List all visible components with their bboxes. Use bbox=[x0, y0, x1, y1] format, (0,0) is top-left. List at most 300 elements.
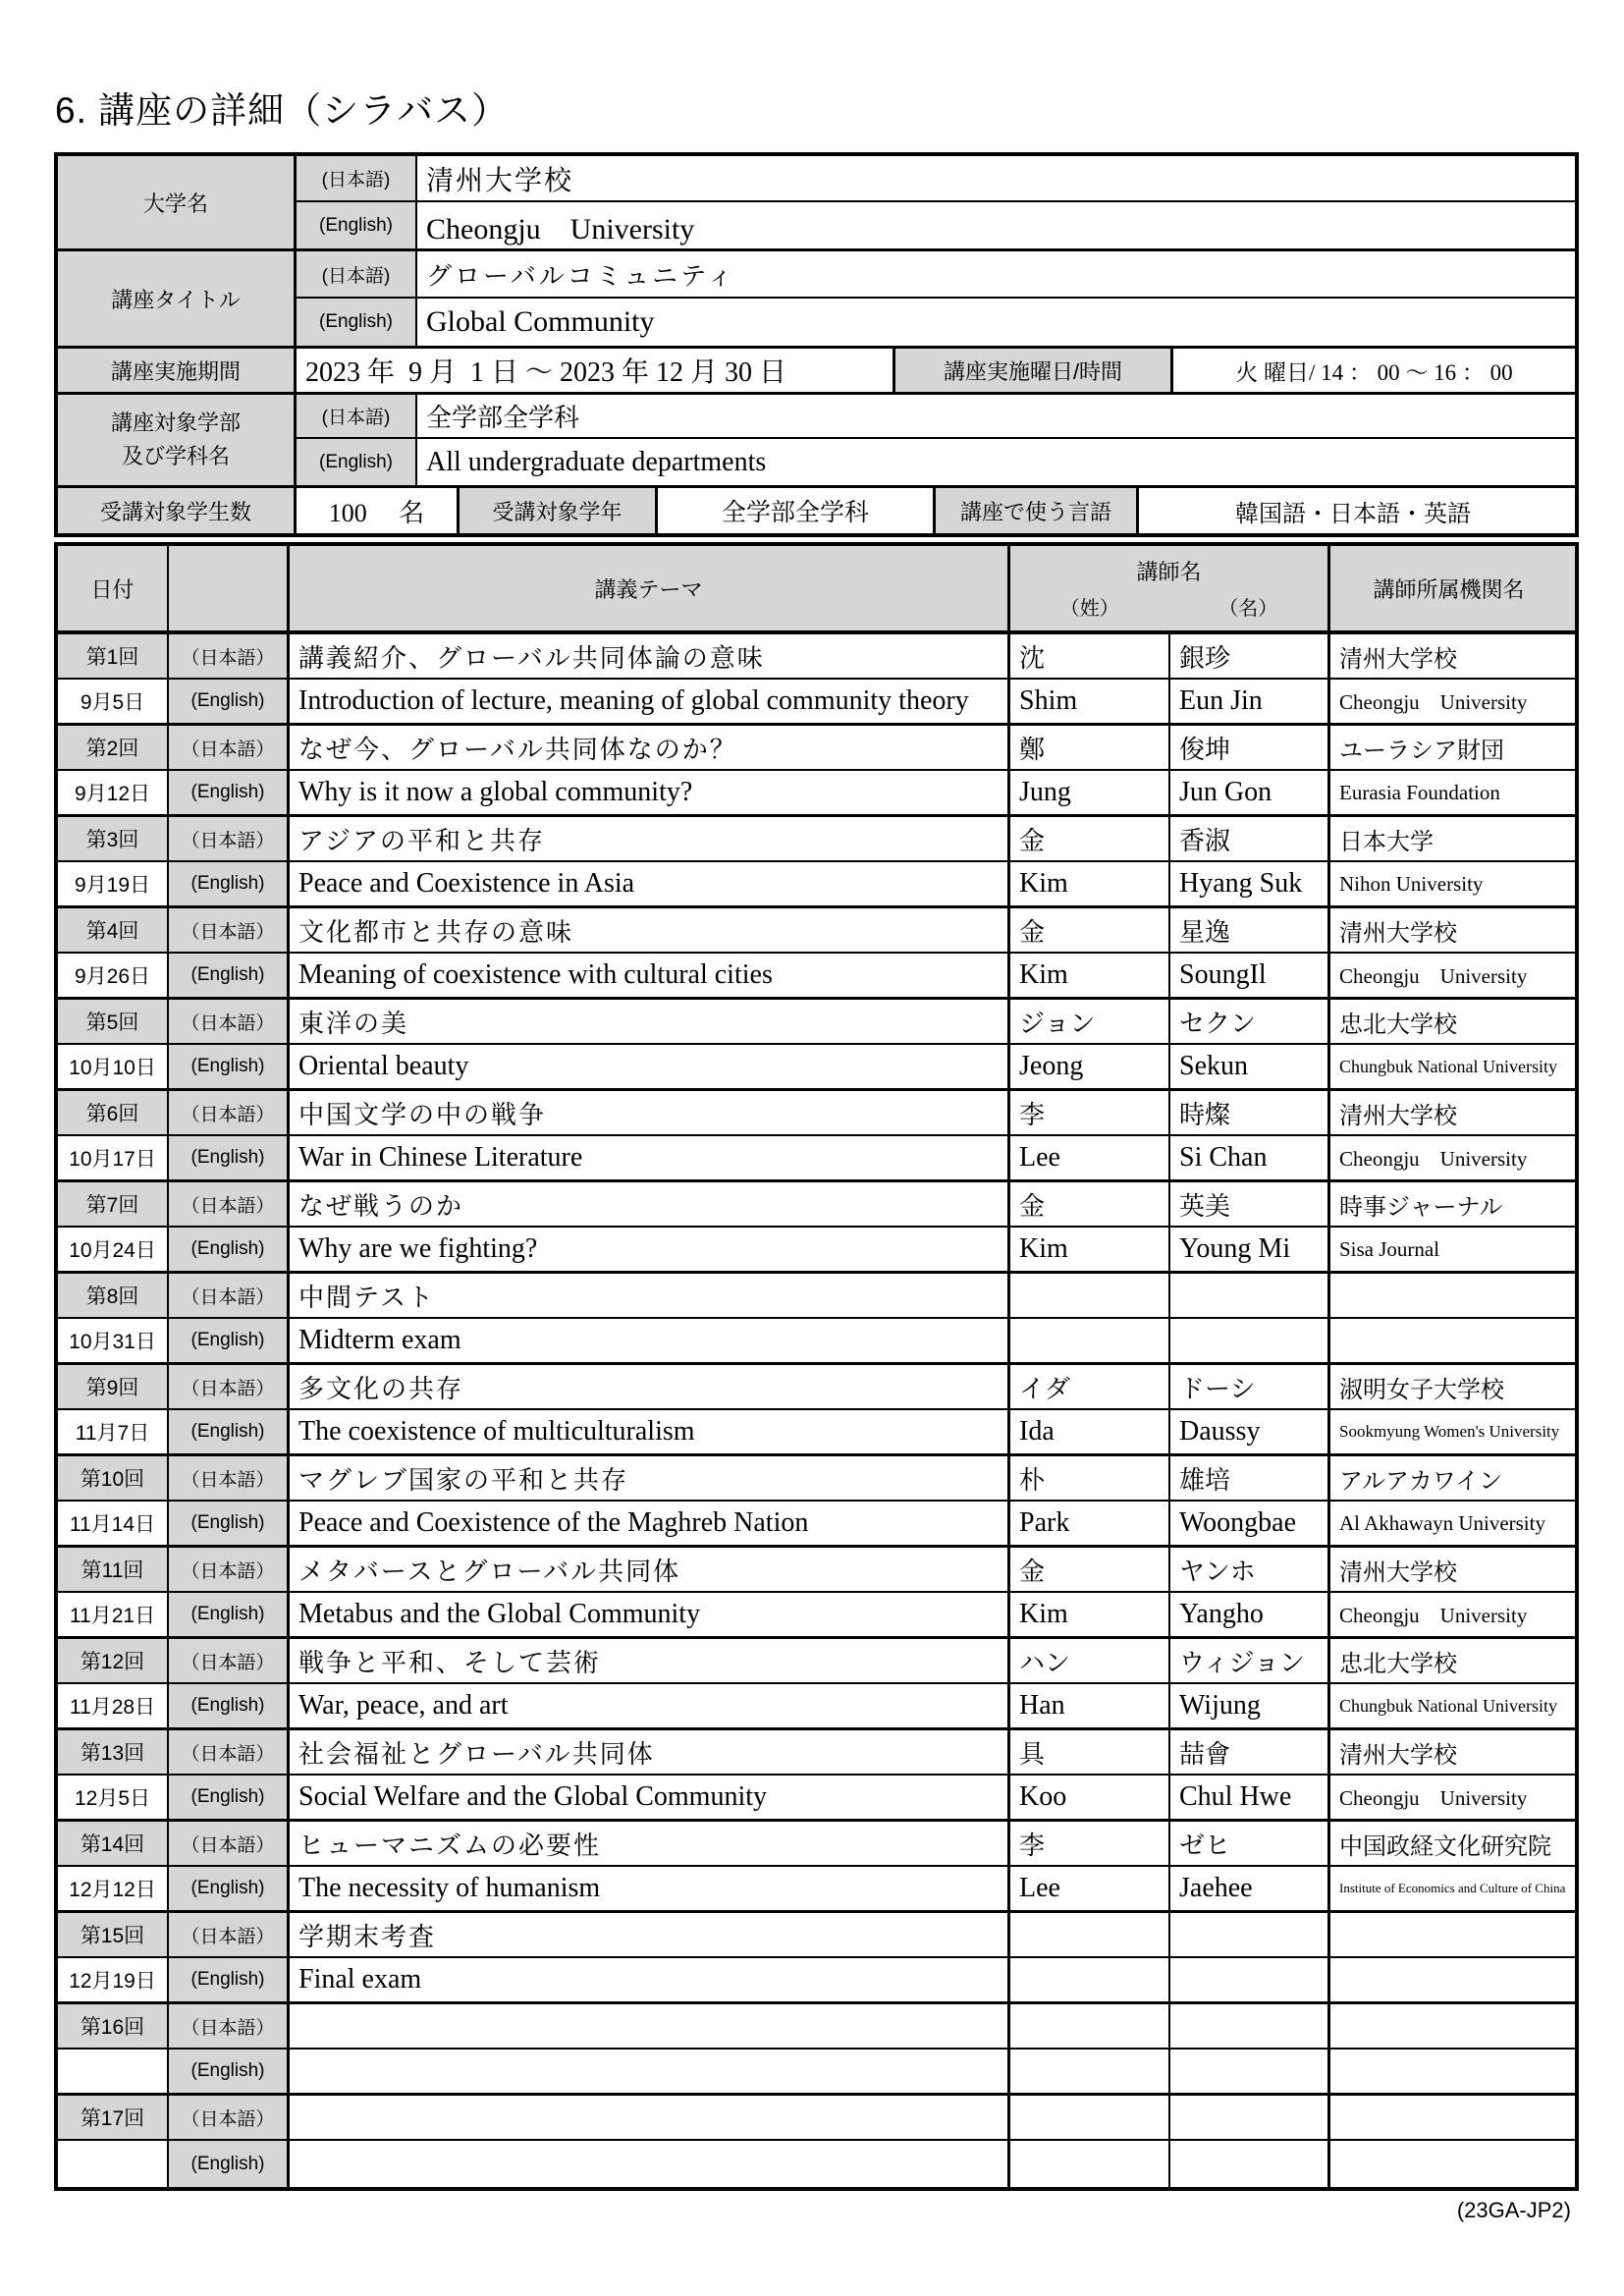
schedule-subrow-en bbox=[58, 1319, 1575, 1365]
theme-ja-cell: 講義紹介、グローバル共同体論の意味 bbox=[290, 634, 1010, 678]
givenname-en-cell: Sekun bbox=[1170, 1045, 1330, 1088]
lang-ja-cell: （日本語） bbox=[169, 1913, 290, 1956]
theme-ja-cell: 学期末考査 bbox=[290, 1913, 1010, 1956]
schedule-row-group bbox=[58, 726, 1575, 817]
lang-en-cell: (English) bbox=[169, 1410, 290, 1453]
document-code: (23GA-JP2) bbox=[1456, 2198, 1571, 2222]
lang-ja-cell: （日本語） bbox=[169, 908, 290, 952]
date-cell: 10月31日 bbox=[58, 1319, 169, 1362]
schedule-row-group bbox=[58, 2096, 1575, 2187]
schedule-subrow-ja bbox=[58, 726, 1575, 771]
date-cell bbox=[58, 2141, 169, 2187]
schedule-subrow-ja bbox=[58, 1639, 1575, 1684]
schedule-subrow-en bbox=[58, 1776, 1575, 1822]
session-cell: 第4回 bbox=[58, 908, 169, 952]
theme-en-cell: Final exam bbox=[290, 1958, 1010, 2001]
givenname-en-cell: Wijung bbox=[1170, 1684, 1330, 1727]
date-cell: 10月24日 bbox=[58, 1228, 169, 1271]
organization-ja-cell: 清州大学校 bbox=[1339, 1103, 1457, 1129]
surname-en-cell: Jeong bbox=[1010, 1045, 1170, 1088]
surname-en-cell bbox=[1010, 1958, 1170, 2001]
faculty-label-cell bbox=[58, 395, 297, 485]
lang-en-cell: (English) bbox=[169, 862, 290, 905]
surname-ja-cell: 具 bbox=[1010, 1730, 1170, 1774]
theme-en-cell: Meaning of coexistence with cultural cities bbox=[290, 954, 1010, 997]
lang-en-label-cell: (English) bbox=[297, 439, 417, 485]
theme-ja-cell: 中間テスト bbox=[290, 1274, 1010, 1317]
schedule-row-group bbox=[58, 1000, 1575, 1091]
organization-ja-cell: 中国政経文化研究院 bbox=[1339, 1833, 1551, 1860]
session-cell: 第3回 bbox=[58, 817, 169, 860]
university-name-ja: 清州大学校 bbox=[426, 165, 574, 196]
lang-ja-label-cell: (日本語) bbox=[297, 395, 417, 437]
schedule-table bbox=[54, 542, 1579, 2191]
theme-en-cell: Social Welfare and the Global Community bbox=[290, 1776, 1010, 1819]
givenname-en-cell: Woongbae bbox=[1170, 1502, 1330, 1545]
date-cell: 12月5日 bbox=[58, 1776, 169, 1819]
students-label-cell: 受講対象学生数 bbox=[58, 488, 297, 533]
surname-en-cell: Kim bbox=[1010, 862, 1170, 905]
organization-en-cell: Sookmyung Women's University bbox=[1339, 1422, 1560, 1441]
theme-ja-cell: なぜ戦うのか bbox=[290, 1182, 1010, 1226]
organization-en-cell bbox=[1330, 2050, 1567, 2093]
theme-ja-cell: 戦争と平和、そして芸術 bbox=[290, 1639, 1010, 1682]
organization-en-cell: Chungbuk National University bbox=[1339, 1695, 1557, 1716]
theme-ja-cell bbox=[290, 2004, 1010, 2048]
lang-en-cell: (English) bbox=[169, 2050, 290, 2093]
lang-en-cell: (English) bbox=[169, 954, 290, 997]
givenname-ja-cell: 星逸 bbox=[1170, 908, 1330, 952]
organization-en-cell: Cheongju University bbox=[1339, 690, 1528, 714]
givenname-en-cell bbox=[1170, 1319, 1330, 1362]
date-header-cell: 日付 bbox=[58, 546, 169, 630]
session-cell: 第5回 bbox=[58, 1000, 169, 1043]
givenname-ja-cell: ウィジョン bbox=[1170, 1639, 1330, 1682]
givenname-ja-cell: 時燦 bbox=[1170, 1091, 1330, 1134]
lang-en-cell: (English) bbox=[169, 1958, 290, 2001]
schedule-row-group bbox=[58, 634, 1575, 726]
schedule-row-group bbox=[58, 1548, 1575, 1639]
schedule-subrow-en bbox=[58, 1045, 1575, 1091]
schedule-subrow-en bbox=[58, 1502, 1575, 1548]
givenname-en-cell: Daussy bbox=[1170, 1410, 1330, 1453]
schedule-row-group bbox=[58, 2004, 1575, 2096]
organization-en-cell: Eurasia Foundation bbox=[1339, 780, 1500, 804]
schedule-subrow-en bbox=[58, 2050, 1575, 2096]
organization-en-cell: Al Akhawayn University bbox=[1339, 1510, 1545, 1535]
instructor-header-title: 講師名 bbox=[1136, 560, 1202, 584]
lang-en-cell: (English) bbox=[169, 680, 290, 723]
theme-en-cell: War, peace, and art bbox=[290, 1684, 1010, 1727]
schedule-subrow-ja bbox=[58, 1274, 1575, 1319]
schedule-subrow-en bbox=[58, 954, 1575, 1000]
lang-ja-cell: （日本語） bbox=[169, 1548, 290, 1591]
lang-en-cell: (English) bbox=[169, 1593, 290, 1636]
theme-ja-cell: 中国文学の中の戦争 bbox=[290, 1091, 1010, 1134]
givenname-header: （名） bbox=[1218, 598, 1278, 620]
lang-en-label-cell: (English) bbox=[297, 299, 417, 346]
session-cell: 第1回 bbox=[58, 634, 169, 678]
schedule-body bbox=[58, 634, 1575, 2187]
theme-en-cell: Introduction of lecture, meaning of global community theory bbox=[290, 680, 1010, 723]
lang-ja-label-cell: (日本語) bbox=[297, 251, 417, 297]
givenname-en-cell: Eun Jin bbox=[1170, 680, 1330, 723]
lang-ja-label-cell: (日本語) bbox=[297, 156, 417, 200]
organization-ja-cell bbox=[1330, 2004, 1567, 2048]
theme-ja-cell: 東洋の美 bbox=[290, 1000, 1010, 1043]
organization-en-cell bbox=[1330, 2141, 1567, 2187]
givenname-en-cell: Hyang Suk bbox=[1170, 862, 1330, 905]
organization-en-cell: Cheongju University bbox=[1339, 1604, 1528, 1627]
surname-ja-cell bbox=[1010, 1913, 1170, 1956]
surname-ja-cell: 金 bbox=[1010, 1548, 1170, 1591]
schedule-header bbox=[58, 546, 1575, 634]
surname-en-cell: Koo bbox=[1010, 1776, 1170, 1819]
theme-en-cell: Oriental beauty bbox=[290, 1045, 1010, 1088]
lang-en-cell: (English) bbox=[169, 1684, 290, 1727]
surname-en-cell bbox=[1010, 2141, 1170, 2187]
organization-en-cell: Cheongju University bbox=[1339, 1147, 1528, 1171]
surname-en-cell: Lee bbox=[1010, 1136, 1170, 1179]
givenname-en-cell bbox=[1170, 2141, 1330, 2187]
session-cell: 第17回 bbox=[58, 2096, 169, 2139]
schedule-row-group bbox=[58, 1913, 1575, 2004]
givenname-ja-cell: 喆會 bbox=[1170, 1730, 1330, 1774]
course-title-section bbox=[58, 251, 1575, 349]
surname-ja-cell: 金 bbox=[1010, 817, 1170, 860]
schedule-subrow-en bbox=[58, 1228, 1575, 1274]
session-cell: 第15回 bbox=[58, 1913, 169, 1956]
session-cell: 第6回 bbox=[58, 1091, 169, 1134]
surname-en-cell: Han bbox=[1010, 1684, 1170, 1727]
givenname-ja-cell: 雄培 bbox=[1170, 1456, 1330, 1500]
surname-ja-cell: 金 bbox=[1010, 1182, 1170, 1226]
theme-en-cell: Why are we fighting? bbox=[290, 1228, 1010, 1271]
surname-ja-cell: ジョン bbox=[1010, 1000, 1170, 1043]
givenname-en-cell: Jun Gon bbox=[1170, 771, 1330, 814]
schedule-row-group bbox=[58, 1730, 1575, 1822]
lang-ja-cell: （日本語） bbox=[169, 1730, 290, 1774]
faculty-label-text: 講座対象学部 及び学科名 bbox=[110, 410, 241, 468]
surname-ja-cell: 李 bbox=[1010, 1091, 1170, 1134]
lang-en-cell: (English) bbox=[169, 1136, 290, 1179]
schedule-subrow-en bbox=[58, 1867, 1575, 1913]
session-cell: 第16回 bbox=[58, 2004, 169, 2048]
theme-en-cell: The necessity of humanism bbox=[290, 1867, 1010, 1910]
schedule-row-group bbox=[58, 908, 1575, 1000]
course-title-values bbox=[297, 251, 1575, 346]
date-cell: 9月5日 bbox=[58, 680, 169, 723]
faculty-en-row bbox=[297, 439, 1575, 485]
date-cell: 11月7日 bbox=[58, 1410, 169, 1453]
givenname-en-cell bbox=[1170, 1958, 1330, 2001]
lang-ja-cell: （日本語） bbox=[169, 1822, 290, 1865]
organization-ja-cell bbox=[1330, 1274, 1567, 1317]
course-info-table bbox=[54, 152, 1579, 537]
theme-en-cell: Peace and Coexistence of the Maghreb Nation bbox=[290, 1502, 1010, 1545]
lang-ja-cell: （日本語） bbox=[169, 1456, 290, 1500]
schedule-subrow-ja bbox=[58, 1913, 1575, 1958]
date-cell: 9月12日 bbox=[58, 771, 169, 814]
lang-en-cell: (English) bbox=[169, 1867, 290, 1910]
lang-ja-cell: （日本語） bbox=[169, 2096, 290, 2139]
schedule-subrow-ja bbox=[58, 1365, 1575, 1410]
date-cell bbox=[58, 2050, 169, 2093]
organization-en-cell: Cheongju University bbox=[1339, 964, 1528, 988]
givenname-ja-cell: セクン bbox=[1170, 1000, 1330, 1043]
schedule-subrow-ja bbox=[58, 1456, 1575, 1502]
theme-ja-cell bbox=[290, 2096, 1010, 2139]
organization-en-cell: Sisa Journal bbox=[1339, 1236, 1440, 1261]
surname-ja-cell: 金 bbox=[1010, 908, 1170, 952]
schedule-subrow-en bbox=[58, 680, 1575, 726]
givenname-en-cell: Chul Hwe bbox=[1170, 1776, 1330, 1819]
surname-header: （姓） bbox=[1059, 598, 1119, 620]
lang-ja-cell: （日本語） bbox=[169, 1091, 290, 1134]
lang-ja-cell: （日本語） bbox=[169, 1274, 290, 1317]
schedule-subrow-en bbox=[58, 1136, 1575, 1182]
lang-ja-cell: （日本語） bbox=[169, 634, 290, 678]
lang-en-cell: (English) bbox=[169, 2141, 290, 2187]
language-label-cell: 講座で使う言語 bbox=[936, 488, 1139, 533]
students-section bbox=[58, 488, 1575, 533]
givenname-en-cell: Jaehee bbox=[1170, 1867, 1330, 1910]
surname-en-cell: Kim bbox=[1010, 1593, 1170, 1636]
surname-en-cell: Lee bbox=[1010, 1867, 1170, 1910]
theme-en-cell: Metabus and the Global Community bbox=[290, 1593, 1010, 1636]
grade-value-cell: 全学部全学科 bbox=[658, 488, 936, 533]
schedule-row-group bbox=[58, 1182, 1575, 1274]
theme-ja-cell: なぜ今、グローバル共同体なのか？ bbox=[290, 726, 1010, 769]
instructor-header-cell bbox=[1010, 546, 1330, 630]
schedule-row-group bbox=[58, 1822, 1575, 1913]
session-cell: 第11回 bbox=[58, 1548, 169, 1591]
faculty-section bbox=[58, 395, 1575, 488]
givenname-ja-cell: ヤンホ bbox=[1170, 1548, 1330, 1591]
organization-ja-cell: 忠北大学校 bbox=[1339, 1651, 1457, 1677]
organization-en-cell bbox=[1330, 1319, 1567, 1362]
date-cell: 12月12日 bbox=[58, 1867, 169, 1910]
date-cell: 9月19日 bbox=[58, 862, 169, 905]
lang-en-cell: (English) bbox=[169, 1502, 290, 1545]
schedule-row-group bbox=[58, 817, 1575, 908]
surname-en-cell: Park bbox=[1010, 1502, 1170, 1545]
organization-en-cell: Chungbuk National University bbox=[1339, 1056, 1557, 1076]
surname-en-cell: Shim bbox=[1010, 680, 1170, 723]
lang-ja-cell: （日本語） bbox=[169, 1000, 290, 1043]
theme-ja-cell: ヒューマニズムの必要性 bbox=[290, 1822, 1010, 1865]
lang-en-cell: (English) bbox=[169, 771, 290, 814]
givenname-en-cell bbox=[1170, 2050, 1330, 2093]
surname-en-cell: Kim bbox=[1010, 1228, 1170, 1271]
organization-en-cell bbox=[1330, 1958, 1567, 2001]
faculty-values bbox=[297, 395, 1575, 485]
instructor-subheaders bbox=[1010, 592, 1327, 621]
university-name-en: Cheongju University bbox=[426, 212, 695, 246]
date-cell: 12月19日 bbox=[58, 1958, 169, 2001]
surname-ja-cell: 沈 bbox=[1010, 634, 1170, 678]
organization-ja-cell: 清州大学校 bbox=[1339, 646, 1457, 673]
theme-ja-cell: 文化都市と共存の意味 bbox=[290, 908, 1010, 952]
session-cell: 第8回 bbox=[58, 1274, 169, 1317]
course-title-en-row bbox=[297, 299, 1575, 346]
schedule-subrow-en bbox=[58, 1593, 1575, 1639]
period-label-cell: 講座実施期間 bbox=[58, 349, 297, 392]
students-value-cell: 100 名 bbox=[297, 488, 460, 533]
surname-en-cell: Jung bbox=[1010, 771, 1170, 814]
organization-ja-cell bbox=[1330, 1913, 1567, 1956]
schedule-subrow-en bbox=[58, 771, 1575, 817]
theme-header-cell: 講義テーマ bbox=[290, 546, 1010, 630]
surname-ja-cell: 李 bbox=[1010, 1822, 1170, 1865]
date-cell: 9月26日 bbox=[58, 954, 169, 997]
theme-ja-cell: 社会福祉とグローバル共同体 bbox=[290, 1730, 1010, 1774]
organization-ja-cell bbox=[1330, 2096, 1567, 2139]
givenname-ja-cell: ドーシ bbox=[1170, 1365, 1330, 1408]
organization-ja-cell: 清州大学校 bbox=[1339, 1559, 1457, 1586]
schedule-subrow-ja bbox=[58, 2096, 1575, 2141]
surname-en-cell: Ida bbox=[1010, 1410, 1170, 1453]
session-cell: 第2回 bbox=[58, 726, 169, 769]
surname-ja-cell: 鄭 bbox=[1010, 726, 1170, 769]
grade-label-cell: 受講対象学年 bbox=[460, 488, 658, 533]
theme-ja-cell: 多文化の共存 bbox=[290, 1365, 1010, 1408]
schedule-row-group bbox=[58, 1456, 1575, 1548]
schedule-row-group bbox=[58, 1365, 1575, 1456]
schedule-subrow-en bbox=[58, 862, 1575, 908]
givenname-ja-cell bbox=[1170, 1913, 1330, 1956]
university-en-row bbox=[297, 202, 1575, 248]
organization-header-cell: 講師所属機関名 bbox=[1330, 546, 1567, 630]
theme-en-cell: The coexistence of multiculturalism bbox=[290, 1410, 1010, 1453]
lang-ja-cell: （日本語） bbox=[169, 1639, 290, 1682]
organization-ja-cell: アルアカワイン bbox=[1339, 1468, 1503, 1495]
date-cell: 10月17日 bbox=[58, 1136, 169, 1179]
givenname-ja-cell: 銀珍 bbox=[1170, 634, 1330, 678]
day-time-value-cell: 火 曜日/ 14 ： 00 ～ 16 ： 00 bbox=[1235, 359, 1513, 385]
theme-ja-cell: マグレブ国家の平和と共存 bbox=[290, 1456, 1010, 1500]
session-cell: 第12回 bbox=[58, 1639, 169, 1682]
organization-ja-cell: 時事ジャーナル bbox=[1339, 1194, 1503, 1221]
faculty-ja: 全学部全学科 bbox=[426, 404, 580, 432]
session-cell: 第7回 bbox=[58, 1182, 169, 1226]
schedule-subrow-ja bbox=[58, 1182, 1575, 1228]
lang-ja-cell: （日本語） bbox=[169, 1365, 290, 1408]
givenname-ja-cell: 香淑 bbox=[1170, 817, 1330, 860]
schedule-row-group bbox=[58, 1639, 1575, 1730]
university-values bbox=[297, 156, 1575, 248]
lang-en-cell: (English) bbox=[169, 1319, 290, 1362]
faculty-en: All undergraduate departments bbox=[426, 446, 767, 477]
schedule-subrow-ja bbox=[58, 1091, 1575, 1136]
date-cell: 11月21日 bbox=[58, 1593, 169, 1636]
schedule-subrow-ja bbox=[58, 1000, 1575, 1045]
schedule-subrow-en bbox=[58, 1958, 1575, 2004]
lang-header-cell bbox=[169, 546, 290, 630]
theme-en-cell: Midterm exam bbox=[290, 1319, 1010, 1362]
organization-en-cell: Nihon University bbox=[1339, 871, 1484, 896]
schedule-subrow-en bbox=[58, 1410, 1575, 1456]
faculty-ja-row bbox=[297, 395, 1575, 439]
schedule-subrow-en bbox=[58, 1684, 1575, 1730]
givenname-ja-cell bbox=[1170, 2096, 1330, 2139]
lang-ja-cell: （日本語） bbox=[169, 726, 290, 769]
period-value-cell: 2023 年 9 月 1 日 ～ 2023 年 12 月 30 日 bbox=[297, 349, 895, 392]
session-cell: 第14回 bbox=[58, 1822, 169, 1865]
lang-en-cell: (English) bbox=[169, 1228, 290, 1271]
session-cell: 第9回 bbox=[58, 1365, 169, 1408]
givenname-ja-cell: ゼヒ bbox=[1170, 1822, 1330, 1865]
surname-en-cell bbox=[1010, 2050, 1170, 2093]
surname-en-cell: Kim bbox=[1010, 954, 1170, 997]
organization-en-cell: Institute of Economics and Culture of China bbox=[1339, 1881, 1566, 1895]
university-ja-row bbox=[297, 156, 1575, 202]
organization-ja-cell: ユーラシア財団 bbox=[1339, 738, 1504, 764]
givenname-ja-cell: 俊坤 bbox=[1170, 726, 1330, 769]
schedule-row-group bbox=[58, 1091, 1575, 1182]
organization-ja-cell: 清州大学校 bbox=[1339, 920, 1457, 947]
givenname-en-cell: SoungIl bbox=[1170, 954, 1330, 997]
schedule-subrow-ja bbox=[58, 1548, 1575, 1593]
surname-ja-cell bbox=[1010, 2004, 1170, 2048]
schedule-subrow-ja bbox=[58, 1730, 1575, 1776]
givenname-en-cell: Young Mi bbox=[1170, 1228, 1330, 1271]
session-cell: 第10回 bbox=[58, 1456, 169, 1500]
date-cell: 11月14日 bbox=[58, 1502, 169, 1545]
organization-ja-cell: 忠北大学校 bbox=[1339, 1011, 1457, 1038]
schedule-subrow-ja bbox=[58, 1822, 1575, 1867]
surname-ja-cell bbox=[1010, 2096, 1170, 2139]
theme-ja-cell: メタバースとグローバル共同体 bbox=[290, 1548, 1010, 1591]
lang-en-label-cell: (English) bbox=[297, 202, 417, 248]
period-section bbox=[58, 349, 1575, 395]
givenname-ja-cell: 英美 bbox=[1170, 1182, 1330, 1226]
theme-en-cell: Why is it now a global community? bbox=[290, 771, 1010, 814]
course-title-en: Global Community bbox=[426, 305, 655, 338]
schedule-row-group bbox=[58, 1274, 1575, 1365]
theme-ja-cell: アジアの平和と共存 bbox=[290, 817, 1010, 860]
schedule-subrow-ja bbox=[58, 2004, 1575, 2050]
language-value-cell: 韓国語・日本語・英語 bbox=[1235, 501, 1471, 527]
theme-en-cell bbox=[290, 2050, 1010, 2093]
schedule-subrow-ja bbox=[58, 817, 1575, 862]
course-title-ja-row bbox=[297, 251, 1575, 299]
schedule-subrow-ja bbox=[58, 634, 1575, 680]
givenname-en-cell: Yangho bbox=[1170, 1593, 1330, 1636]
date-cell: 11月28日 bbox=[58, 1684, 169, 1727]
givenname-ja-cell bbox=[1170, 2004, 1330, 2048]
university-section bbox=[58, 156, 1575, 251]
surname-ja-cell: ハン bbox=[1010, 1639, 1170, 1682]
givenname-en-cell: Si Chan bbox=[1170, 1136, 1330, 1179]
date-cell: 10月10日 bbox=[58, 1045, 169, 1088]
organization-ja-cell: 淑明女子大学校 bbox=[1339, 1377, 1504, 1403]
surname-ja-cell: イダ bbox=[1010, 1365, 1170, 1408]
givenname-ja-cell bbox=[1170, 1274, 1330, 1317]
university-label-cell: 大学名 bbox=[58, 156, 297, 248]
organization-ja-cell: 日本大学 bbox=[1339, 829, 1434, 855]
lang-ja-cell: （日本語） bbox=[169, 2004, 290, 2048]
theme-en-cell bbox=[290, 2141, 1010, 2187]
lang-en-cell: (English) bbox=[169, 1045, 290, 1088]
surname-en-cell bbox=[1010, 1319, 1170, 1362]
lang-ja-cell: （日本語） bbox=[169, 817, 290, 860]
surname-ja-cell: 朴 bbox=[1010, 1456, 1170, 1500]
theme-en-cell: War in Chinese Literature bbox=[290, 1136, 1010, 1179]
theme-en-cell: Peace and Coexistence in Asia bbox=[290, 862, 1010, 905]
lang-en-cell: (English) bbox=[169, 1776, 290, 1819]
surname-ja-cell bbox=[1010, 1274, 1170, 1317]
